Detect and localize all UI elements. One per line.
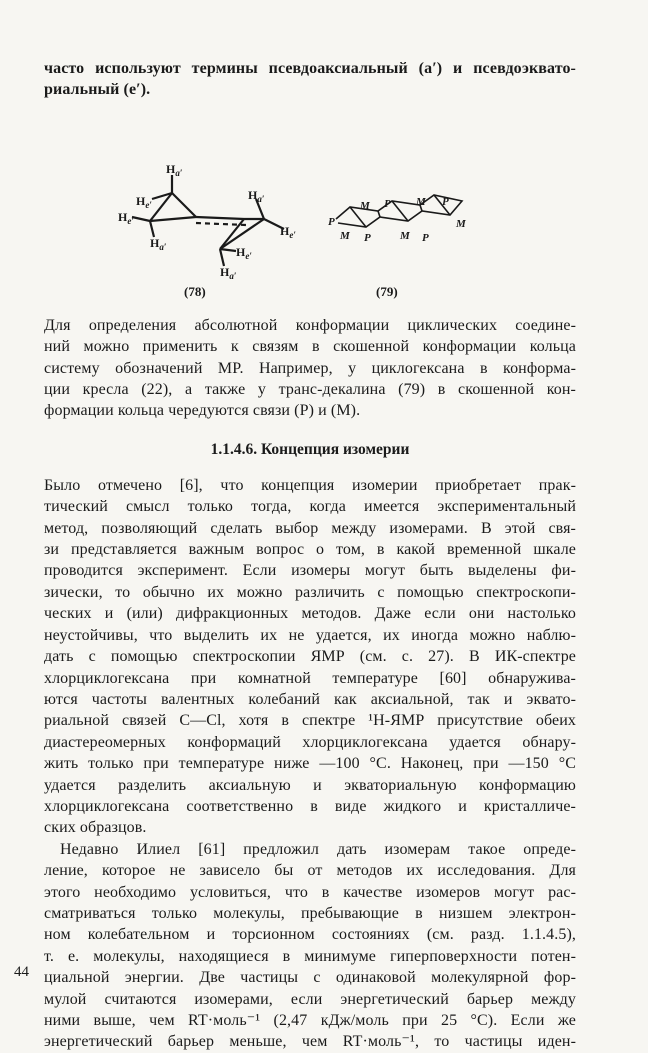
text-line: Недавно Илиел [61] предложил дать изомерам такое опреде- (60, 840, 576, 858)
text-line: систему обозначений MP. Например, у циклогексана в конформа- (44, 359, 576, 377)
ring-label-m: M (340, 229, 350, 242)
ring-label-p: P (364, 231, 371, 244)
bond (150, 221, 154, 237)
page-number: 44 (14, 964, 29, 980)
section-heading: 1.1.4.6. Концепция изомерии (210, 440, 410, 458)
ring-label-m: M (416, 195, 426, 208)
text-line: мулой считаются изомерами, если энергетический барьер между (44, 990, 576, 1008)
ring-label-p: P (328, 215, 335, 228)
text-line: ческих и (или) дифракционных методов. Даже если они настолько (44, 605, 576, 623)
text-line: сматриваться только молекулы, пребывающие в низшем электрон- (44, 904, 576, 922)
text-line: жить только при температуре ниже —100 °C. Наконец, при —150 °C (44, 755, 576, 773)
ring-label-m: M (360, 199, 370, 212)
text-line: риальный (e′). (44, 81, 151, 99)
page-body (44, 58, 576, 1053)
structure-78 (132, 175, 284, 266)
atom-h: $H_{e'}$ (236, 244, 252, 261)
text-line: часто используют термины псевдоаксиальный (a′) и псевдоэквато- (44, 60, 576, 77)
text-line: Было отмечено [6], что концепция изомерии приобретает прак- (44, 476, 576, 494)
intro-paragraph (44, 58, 576, 101)
atom-h: $H_{e'}$ (280, 223, 296, 240)
text-line: зически, то обычно их можно различить с помощью спектроскопи- (44, 583, 576, 601)
text-line: формации кольца чередуются связи (P) и (M). (44, 402, 361, 420)
structure-78-labels (118, 162, 296, 299)
text-line: метод, позволяющий сделать выбор между изомерами. В этой свя- (44, 519, 576, 537)
text-line: удается разделить аксиальную и экваториальную конформацию (44, 776, 576, 794)
text-line: хлорциклогексана при комнатной температуре [60] обнаружива- (44, 669, 576, 687)
text-line: Для определения абсолютной конформации циклических соедине- (44, 316, 576, 334)
bond (220, 249, 236, 251)
text-line: тический смысл только тогда, когда имеется экспериментальный (44, 498, 576, 516)
text-line: циальной энергии. Две частицы с одинаковой молекулярной фор- (44, 969, 576, 987)
text-line: ции кресла (22), а также у транс-декалина (79) в скошенной кон- (44, 381, 576, 399)
text-line: ними выше, чем RT·моль⁻¹ (2,47 кДж/моль при 25 °C). Если же (44, 1012, 576, 1029)
ring-label-p: P (384, 197, 391, 210)
text-line: ление, которое не зависело бы от методов их исследования. Для (44, 862, 576, 880)
text-line: диастереомерных конформаций хлорциклогексана удается обнару- (44, 733, 576, 751)
text-line: неустойчивы, что выделить их не удается, их иногда можно наблю- (44, 626, 576, 644)
paragraph-2 (44, 475, 576, 839)
bond (378, 211, 380, 217)
text-line: зи представляется важным вопрос о том, в какой временной шкале (44, 541, 576, 559)
atom-h: $H_{a'}$ (248, 187, 265, 204)
paragraph-3 (44, 839, 576, 1053)
text-line: ских образцов. (44, 819, 147, 837)
bond (196, 217, 244, 219)
text-line: хлорциклогексана соответственно в виде жидкого и кристалличе- (44, 797, 576, 815)
atom-h: $H_{e'}$ (118, 209, 134, 226)
structure-drawings (44, 101, 576, 315)
ring-label-p: P (442, 195, 449, 208)
bond (392, 201, 408, 221)
compound-label-78: (78) (184, 283, 206, 299)
atom-h: $H_{a'}$ (150, 235, 167, 252)
compound-label-79: (79) (376, 283, 398, 299)
text-line: ются частоты валентных колебаний как аксиальной, так и эквато- (44, 690, 576, 708)
atom-h: $H_{e'}$ (136, 193, 152, 210)
atom-h: $H_{a'}$ (220, 264, 237, 281)
text-line: проводится эксперимент. Если изомеры могут быть выделены фи- (44, 562, 576, 580)
bond (150, 217, 196, 221)
text-line: энергетический барьер меньше, чем RT·моль⁻¹, то частицы иден- (44, 1033, 576, 1051)
bond (132, 217, 150, 221)
figure-structures (44, 101, 576, 315)
text-line: дать с помощью спектроскопии ЯМР (см. с. 27). В ИК-спектре (44, 648, 576, 666)
ring-label-p: P (422, 231, 429, 244)
paragraph-1 (44, 315, 576, 422)
bond (220, 249, 224, 266)
ring-label-m: M (400, 229, 410, 242)
text-line: ном колебательном и торсионном состояниях (см. разд. 1.1.4.5), (44, 926, 576, 944)
ring-label-m: M (456, 217, 466, 230)
bond (172, 193, 196, 217)
text-line: этого необходимо условиться, что в качестве изомеров могут рас- (44, 883, 576, 901)
text-line: риальной связей C—Cl, хотя в спектре ¹H-ЯМР присутствие обеих (44, 712, 576, 730)
atom-h: $H_{a'}$ (166, 161, 183, 178)
text-line: ний можно применить к связям в скошенной конформации кольца (44, 338, 576, 356)
text-line: т. е. молекулы, находящиеся в минимуме гиперповерхности потен- (44, 947, 576, 965)
